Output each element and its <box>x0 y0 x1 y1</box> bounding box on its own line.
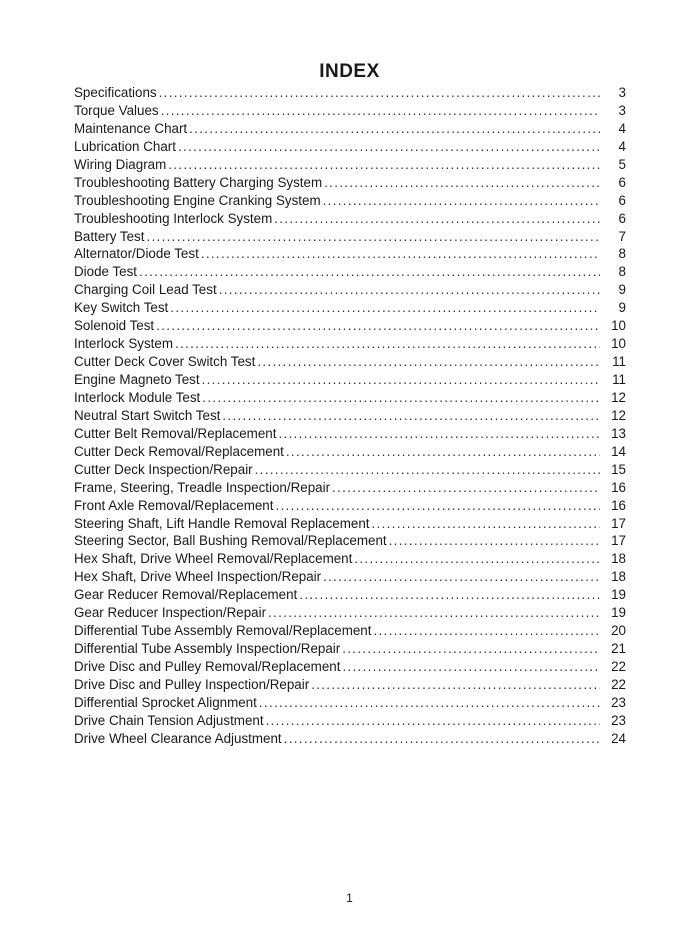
toc-entry-title: Drive Chain Tension Adjustment <box>74 712 264 728</box>
toc-entry-title: Cutter Deck Removal/Replacement <box>74 443 284 459</box>
toc-entry-title: Alternator/Diode Test <box>74 246 199 262</box>
toc-entry <box>74 120 626 138</box>
toc-entry-title: Diode Test <box>74 264 138 280</box>
toc-entry-title: Drive Disc and Pulley Removal/Replacement <box>74 659 341 674</box>
toc-entry-page: 9 <box>618 282 626 298</box>
toc-entry <box>74 138 626 156</box>
toc-dot-leader <box>139 263 600 281</box>
toc-dot-leader <box>389 532 600 550</box>
toc-dot-leader <box>159 84 600 102</box>
toc-entry <box>74 174 626 192</box>
toc-dot-leader <box>170 299 600 317</box>
toc-entry <box>74 228 626 246</box>
toc-entry <box>74 407 626 425</box>
toc-entry-page: 8 <box>618 264 626 280</box>
toc-entry-page: 19 <box>611 605 626 621</box>
toc-entry <box>74 586 626 604</box>
toc-entry-title: Differential Tube Assembly Removal/Replacement <box>74 623 372 639</box>
toc-dot-leader <box>222 407 600 425</box>
toc-entry-title: Specifications <box>74 85 157 100</box>
page-title: INDEX <box>319 61 380 82</box>
toc-dot-leader <box>266 712 600 730</box>
toc-entry-title: Torque Values <box>74 102 159 118</box>
toc-entry-page: 21 <box>611 641 626 657</box>
toc-entry-page: 23 <box>611 712 626 728</box>
toc-entry <box>74 192 626 210</box>
toc-entry-page: 14 <box>611 443 626 459</box>
toc-dot-leader <box>311 676 600 694</box>
toc-entry <box>74 730 626 748</box>
toc-entry <box>74 156 626 174</box>
toc-dot-leader <box>175 335 600 353</box>
toc-dot-leader <box>323 568 600 586</box>
toc-entry-page: 18 <box>611 569 626 585</box>
toc-entry-page: 4 <box>618 138 626 154</box>
toc-dot-leader <box>278 425 600 443</box>
toc-entry <box>74 532 626 550</box>
toc-entry-page: 24 <box>611 730 626 746</box>
toc-dot-leader <box>284 730 600 748</box>
toc-dot-leader <box>372 515 601 533</box>
toc-entry-page: 9 <box>618 300 626 316</box>
toc-dot-leader <box>268 604 600 622</box>
toc-entry-page: 16 <box>611 497 626 513</box>
toc-entry <box>74 640 626 658</box>
toc-entry <box>74 676 626 694</box>
toc-entry-title: Troubleshooting Engine Cranking System <box>74 192 321 208</box>
toc-entry-page: 22 <box>611 676 626 692</box>
toc-entry-page: 20 <box>611 623 626 639</box>
toc-dot-leader <box>257 353 600 371</box>
toc-entry-title: Lubrication Chart <box>74 138 176 154</box>
toc-entry-page: 7 <box>618 228 626 244</box>
toc-entry-title: Interlock System <box>74 336 173 352</box>
toc-dot-leader <box>274 210 600 228</box>
toc-dot-leader <box>189 120 600 138</box>
toc-entry <box>74 443 626 461</box>
toc-dot-leader <box>324 174 600 192</box>
toc-entry-title: Solenoid Test <box>74 318 155 334</box>
toc-entry-page: 3 <box>618 85 626 100</box>
toc-entry <box>74 317 626 335</box>
toc-entry-title: Drive Disc and Pulley Inspection/Repair <box>74 676 310 692</box>
toc-entry-title: Cutter Deck Cover Switch Test <box>74 354 256 370</box>
toc-entry-title: Maintenance Chart <box>74 120 188 136</box>
toc-entry-title: Differential Sprocket Alignment <box>74 694 257 710</box>
toc-entry-title: Gear Reducer Removal/Replacement <box>74 587 298 603</box>
toc-entry-title: Engine Magneto Test <box>74 372 200 387</box>
toc-entry-page: 19 <box>611 587 626 603</box>
toc-entry-page: 13 <box>611 425 626 441</box>
toc-entry-page: 11 <box>612 372 626 387</box>
toc-entry-title: Charging Coil Lead Test <box>74 282 217 298</box>
toc-entry <box>74 604 626 622</box>
toc-entry <box>74 389 626 407</box>
toc-entry <box>74 425 626 443</box>
toc-entry-title: Cutter Belt Removal/Replacement <box>74 425 277 441</box>
toc-entry-title: Frame, Steering, Treadle Inspection/Repair <box>74 479 331 495</box>
toc-entry-page: 3 <box>618 102 626 118</box>
toc-entry <box>74 102 626 120</box>
toc-entry <box>74 461 626 479</box>
toc-entry-title: Steering Sector, Ball Bushing Removal/Replacement <box>74 533 387 549</box>
toc-entry <box>74 335 626 353</box>
toc-entry-page: 23 <box>611 694 626 710</box>
toc-dot-leader <box>146 228 600 246</box>
toc-entry-page: 15 <box>611 461 626 477</box>
toc-entry-page: 18 <box>611 551 626 567</box>
toc-entry-title: Steering Shaft, Lift Handle Removal Replacement <box>74 515 370 531</box>
toc-entry-page: 11 <box>612 354 626 370</box>
toc-entry-page: 12 <box>611 389 626 405</box>
toc-entry-page: 12 <box>611 407 626 423</box>
toc-dot-leader <box>202 371 600 389</box>
toc-dot-leader <box>202 389 600 407</box>
toc-entry-title: Cutter Deck Inspection/Repair <box>74 461 253 477</box>
toc-dot-leader <box>219 281 600 299</box>
toc-entry <box>74 299 626 317</box>
toc-entry <box>74 658 626 676</box>
toc-entry <box>74 694 626 712</box>
toc-entry-page: 4 <box>618 120 626 136</box>
toc-dot-leader <box>168 156 600 174</box>
toc-entry <box>74 712 626 730</box>
toc-entry <box>74 84 626 102</box>
toc-entry-title: Key Switch Test <box>74 300 169 316</box>
toc-dot-leader <box>332 479 600 497</box>
toc-dot-leader <box>342 640 600 658</box>
toc-entry <box>74 371 626 389</box>
toc-entry <box>74 497 626 515</box>
toc-entry <box>74 479 626 497</box>
toc-dot-leader <box>156 317 600 335</box>
toc-entry-title: Interlock Module Test <box>74 389 201 405</box>
toc-entry <box>74 210 626 228</box>
toc-entry-page: 8 <box>618 246 626 262</box>
page-number: 1 <box>346 891 353 905</box>
toc-entry-title: Gear Reducer Inspection/Repair <box>74 605 267 621</box>
toc-entry-page: 5 <box>618 156 626 172</box>
toc-entry-page: 17 <box>611 533 626 549</box>
toc-entry <box>74 245 626 263</box>
toc-entry-page: 10 <box>611 318 626 334</box>
toc-entry <box>74 281 626 299</box>
toc-dot-leader <box>201 245 600 263</box>
toc-entry-title: Neutral Start Switch Test <box>74 407 221 423</box>
toc-entry-page: 6 <box>618 174 626 190</box>
toc-dot-leader <box>342 658 600 676</box>
toc-entry-title: Hex Shaft, Drive Wheel Inspection/Repair <box>74 569 322 585</box>
table-of-contents <box>74 84 626 748</box>
toc-dot-leader <box>354 550 600 568</box>
toc-entry-title: Troubleshooting Battery Charging System <box>74 174 323 190</box>
toc-entry <box>74 263 626 281</box>
toc-dot-leader <box>255 461 600 479</box>
toc-entry <box>74 568 626 586</box>
toc-entry-title: Battery Test <box>74 228 145 244</box>
toc-dot-leader <box>286 443 600 461</box>
toc-dot-leader <box>259 694 600 712</box>
toc-entry-title: Wiring Diagram <box>74 156 167 172</box>
toc-dot-leader <box>161 102 600 120</box>
toc-entry <box>74 515 626 533</box>
toc-entry-title: Hex Shaft, Drive Wheel Removal/Replacement <box>74 551 353 567</box>
toc-entry-page: 17 <box>611 515 626 531</box>
toc-dot-leader <box>373 622 600 640</box>
toc-entry-page: 6 <box>618 210 626 226</box>
toc-dot-leader <box>299 586 600 604</box>
toc-entry <box>74 622 626 640</box>
toc-entry-title: Front Axle Removal/Replacement <box>74 497 274 513</box>
toc-entry-title: Drive Wheel Clearance Adjustment <box>74 730 282 746</box>
toc-entry-page: 22 <box>611 659 626 674</box>
toc-entry-title: Differential Tube Assembly Inspection/Repair <box>74 641 341 657</box>
toc-dot-leader <box>323 192 600 210</box>
toc-entry <box>74 550 626 568</box>
toc-dot-leader <box>275 497 600 515</box>
toc-entry-page: 16 <box>611 479 626 495</box>
toc-entry-title: Troubleshooting Interlock System <box>74 210 273 226</box>
toc-entry-page: 6 <box>618 192 626 208</box>
toc-entry <box>74 353 626 371</box>
toc-dot-leader <box>178 138 600 156</box>
toc-entry-page: 10 <box>611 336 626 352</box>
